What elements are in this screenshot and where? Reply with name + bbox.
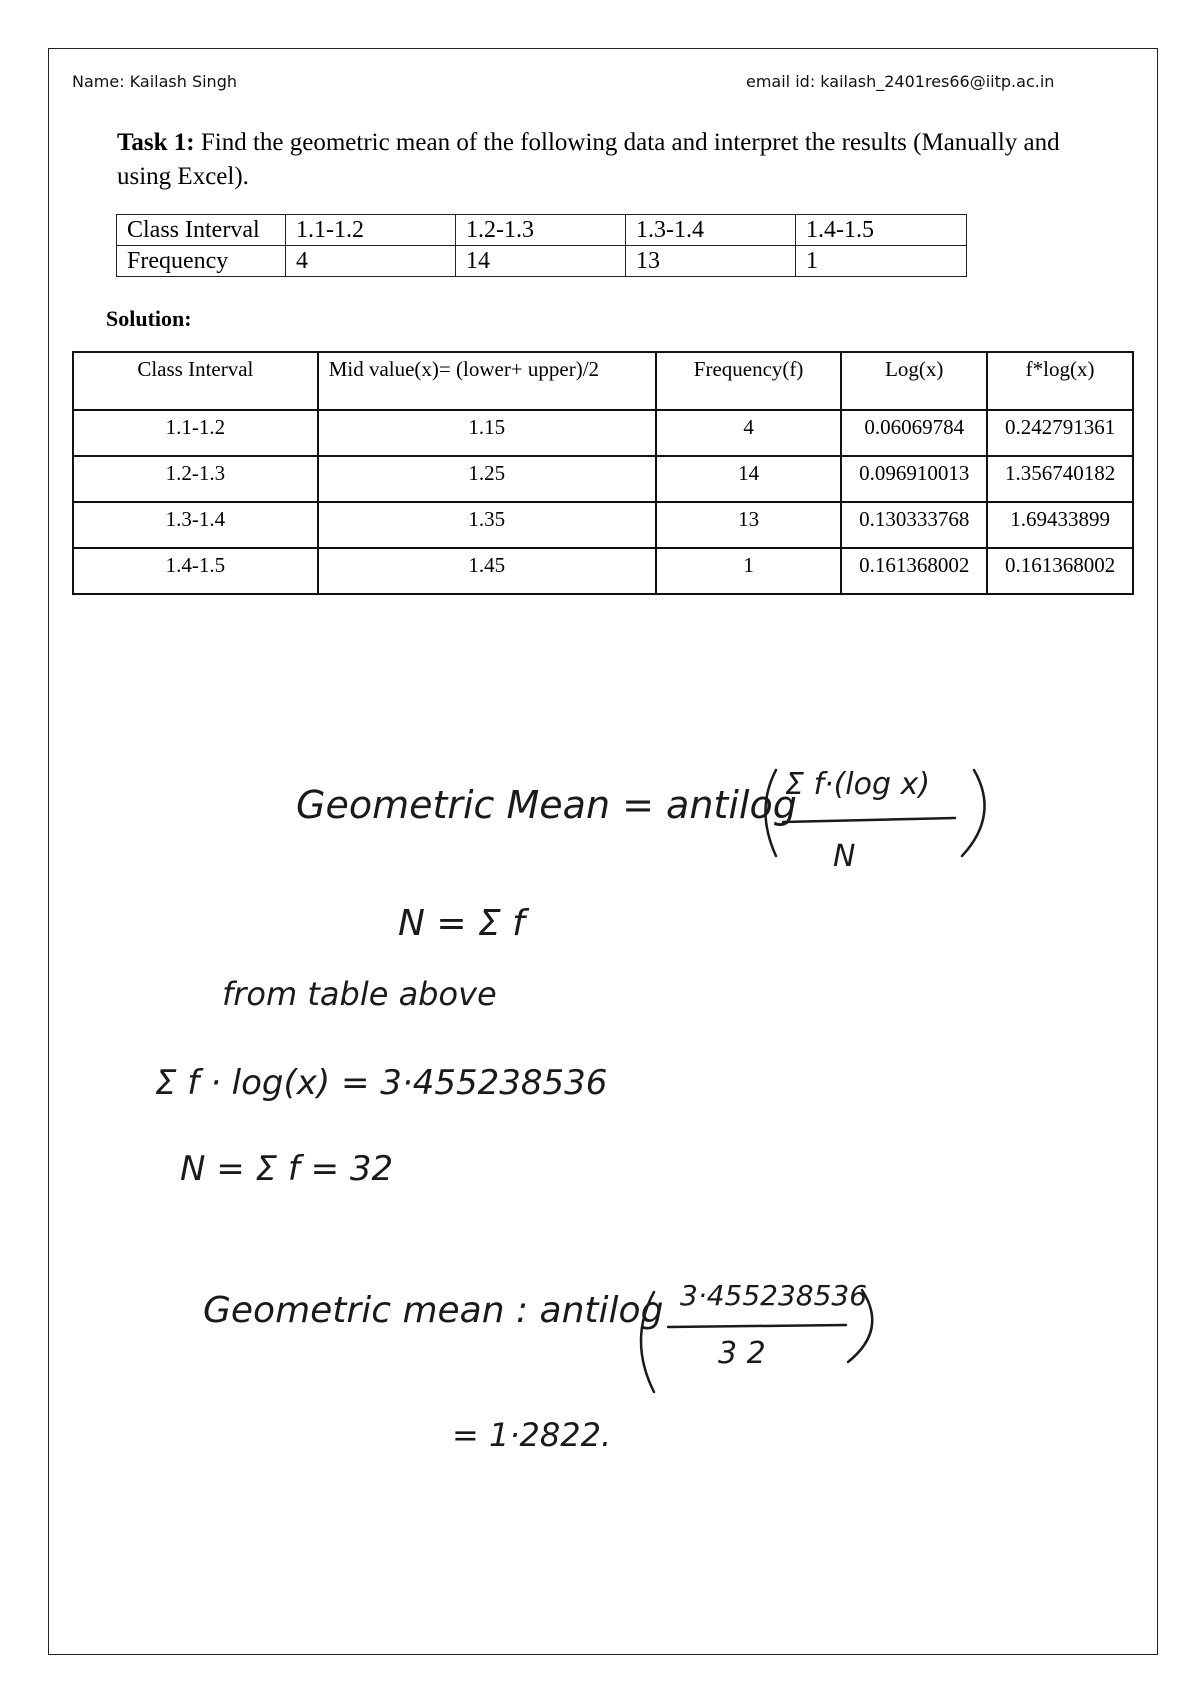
table-cell: 1.4-1.5 (73, 548, 318, 594)
table-cell: 4 (656, 410, 841, 456)
table-cell: 1.15 (318, 410, 656, 456)
table-cell: 0.130333768 (841, 502, 987, 548)
gm-calculation-numerator: 3·455238536 (680, 1279, 868, 1312)
table-cell: 1.3-1.4 (73, 502, 318, 548)
n-total-line: N = Σ f = 32 (180, 1149, 394, 1189)
from-table-note: from table above (222, 975, 497, 1013)
table-cell: 14 (656, 456, 841, 502)
fraction-bar (668, 1325, 846, 1327)
table-cell: 1.3-1.4 (626, 215, 796, 246)
gm-formula-numerator: Σ f·(log x) (785, 767, 931, 802)
table-cell: Frequency (117, 246, 286, 277)
table-cell: 1.25 (318, 456, 656, 502)
table-cell: 1.69433899 (987, 502, 1133, 548)
table-cell: 0.06069784 (841, 410, 987, 456)
table-cell: 1.356740182 (987, 456, 1133, 502)
sum-flogx-line: Σ f · log(x) = 3·455238536 (155, 1063, 608, 1103)
table-cell: 4 (286, 246, 456, 277)
n-definition: N = Σ f (398, 903, 525, 944)
task-text: Find the geometric mean of the following data and interpret the results (Manually and using Excel). (117, 129, 1060, 190)
table-cell: 1.35 (318, 502, 656, 548)
table-header-cell: Mid value(x)= (lower+ upper)/2 (318, 352, 656, 410)
table-cell: 1.1-1.2 (286, 215, 456, 246)
table-cell: 1.1-1.2 (73, 410, 318, 456)
table-cell: 1 (796, 246, 967, 277)
table-cell: 1.45 (318, 548, 656, 594)
table-cell: 1.4-1.5 (796, 215, 967, 246)
table-cell: 13 (626, 246, 796, 277)
table-cell: 1.2-1.3 (73, 456, 318, 502)
table-header-cell: Class Interval (73, 352, 318, 410)
table-header-cell: f*log(x) (987, 352, 1133, 410)
table-cell: Class Interval (117, 215, 286, 246)
fraction-bar (783, 818, 955, 822)
table-cell: 14 (456, 246, 626, 277)
student-name: Name: Kailash Singh (72, 72, 237, 91)
table-cell: 13 (656, 502, 841, 548)
right-bracket (962, 770, 985, 856)
table-header-cell: Frequency(f) (656, 352, 841, 410)
table-cell: 1.2-1.3 (456, 215, 626, 246)
table-cell: 0.161368002 (841, 548, 987, 594)
table-cell: 0.242791361 (987, 410, 1133, 456)
student-email: email id: kailash_2401res66@iitp.ac.in (746, 72, 1055, 91)
table-header-cell: Log(x) (841, 352, 987, 410)
gm-formula-denominator: N (833, 839, 856, 874)
gm-formula-text: Geometric Mean = antilog (296, 783, 797, 827)
gm-calculation-denominator: 3 2 (718, 1336, 766, 1371)
table-cell: 1 (656, 548, 841, 594)
solution-heading: Solution: (106, 306, 192, 331)
table-cell: 0.161368002 (987, 548, 1133, 594)
gm-calculation-text: Geometric mean : antilog (203, 1290, 664, 1331)
gm-result: = 1·2822. (452, 1416, 612, 1454)
task-label: Task 1: (117, 129, 195, 156)
table-cell: 0.096910013 (841, 456, 987, 502)
